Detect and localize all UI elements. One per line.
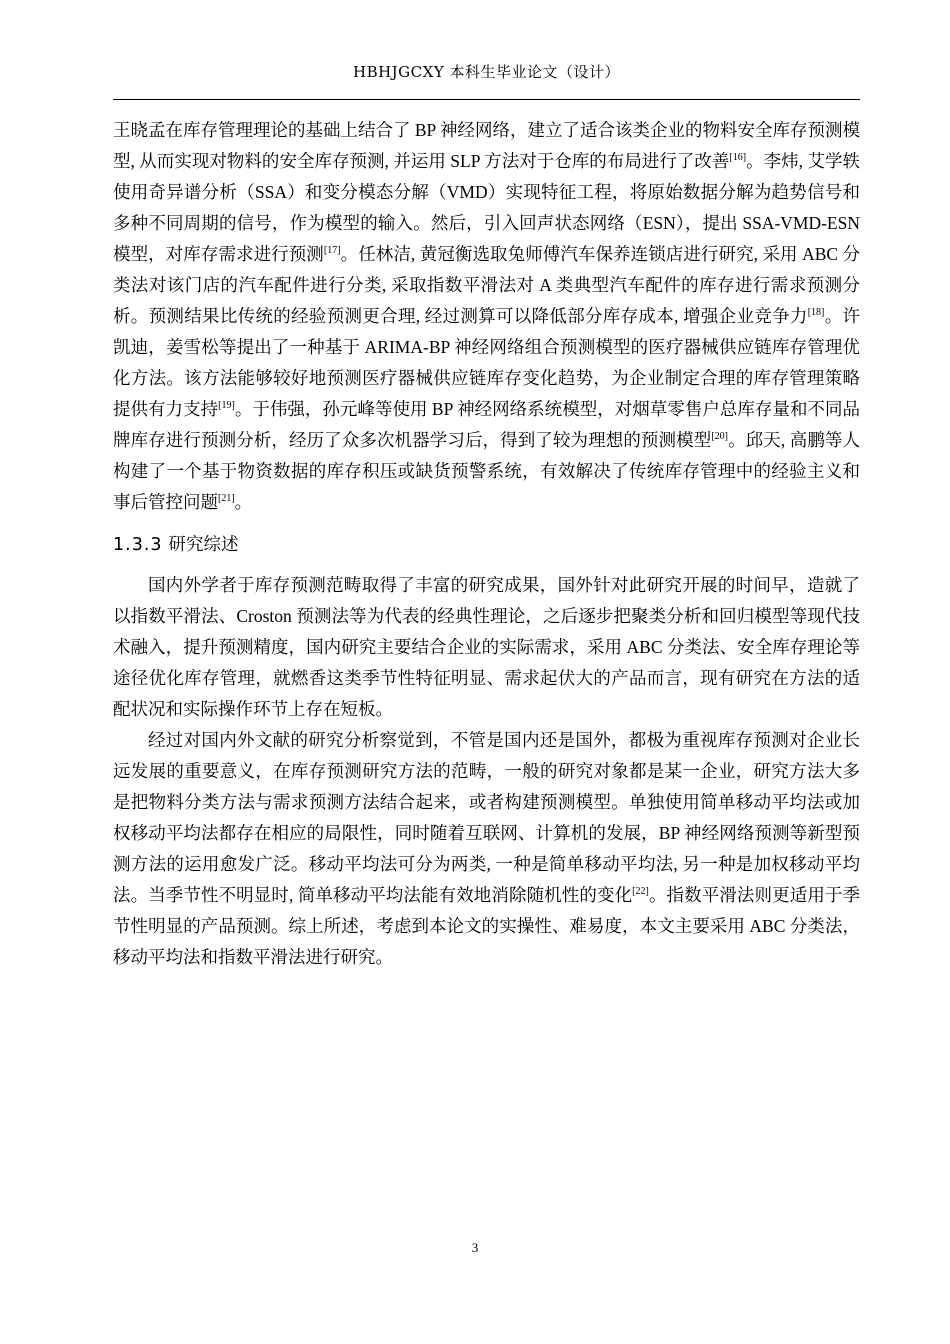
running-header: HBHJGCXY 本科生毕业论文（设计） <box>352 63 620 81</box>
paragraph-1-text: 。任林洁, 黄冠衡选取兔师傅汽车保养连锁店进行研究, 采用 ABC 分类法对该门店的汽车配件进行分类, 采取指数平滑法对 A 类典型汽车配件的库存进行需求预测分析。预测结果比传统的经验预测更合理, 经过测算可以降低部分库存成本, 增强企业竞争力 <box>113 244 861 326</box>
page-number: 3 <box>471 1240 479 1255</box>
citation-17: [17] <box>323 245 341 257</box>
paragraph-1-text: 王晓孟在库存管理理论的基础上结合了 BP 神经网络，建立了适合该类企业的物料安全库存预测模型, 从而实现对物料的安全库存预测, 并运用 SLP 方法对于仓库的布局进行了改善 <box>113 120 861 171</box>
paragraph-2: 国内外学者于库存预测范畴取得了丰富的研究成果，国外针对此研究开展的时间早，造就了以指数平滑法、Croston 预测法等为代表的经典性理论，之后逐步把聚类分析和回归模型等现代技术融入，提升预测精度，国内研究主要结合企业的实际需求，采用 ABC 分类法、安全库存理论等途径优化库存管理，就燃香这类季节性特征明显、需求起伏大的产品而言，现有研究在方法的适配状况和实际操作环节上存在短板。 <box>113 575 860 719</box>
paragraph-1-text: 。李炜, 艾学轶使用奇异谱分析（SSA）和变分模态分解（VMD）实现特征工程，将原始数据分解为趋势信号和多种不同周期的信号，作为模型的输入。然后，引入回声状态网络（ESN），提出 SSA-VMD-ESN 模型，对库存需求进行预测 <box>113 151 860 264</box>
paragraph-3 <box>113 725 860 973</box>
section-heading <box>113 532 860 558</box>
paragraph-1-text: 。许凯迪，姜雪松等提出了一种基于 ARIMA-BP 神经网络组合预测模型的医疗器械供应链库存管理优化方法。该方法能够较好地预测医疗器械供应链库存变化趋势，为企业制定合理的库存管理策略提供有力支持 <box>113 306 861 419</box>
paragraph-3-text: 经过对国内外文献的研究分析察觉到，不管是国内还是国外，都极为重视库存预测对企业长远发展的重要意义，在库存预测研究方法的范畴，一般的研究对象都是某一企业，研究方法大多是把物料分类方法与需求预测方法结合起来，或者构建预测模型。单独使用简单移动平均法或加权移动平均法都存在相应的局限性，同时随着互联网、计算机的发展，BP 神经网络预测等新型预测方法的运用愈发广泛。移动平均法可分为两类, 一种是简单移动平均法, 另一种是加权移动平均法。当季节性不明显时, 简单移动平均法能有效地消除随机性的变化 <box>113 730 860 905</box>
page-body <box>113 115 860 973</box>
citation-19: [19] <box>218 400 235 412</box>
citation-18: [18] <box>807 307 825 319</box>
paragraph-1-text: 。于伟强，孙元峰等使用 BP 神经网络系统模型，对烟草零售户总库存量和不同品牌库存进行预测分析，经历了众多次机器学习后，得到了较为理想的预测模型 <box>113 399 860 450</box>
header-rule <box>113 99 860 100</box>
section-number: 1.3.3 <box>113 535 163 555</box>
paragraph-1-text: 。邱天, 高鹏等人构建了一个基于物资数据的库存积压或缺货预警系统，有效解决了传统库存管理中的经验主义和事后管控问题 <box>113 430 861 512</box>
citation-16: [16] <box>729 152 747 164</box>
citation-21: [21] <box>218 493 235 505</box>
paragraph-3-text: 。指数平滑法则更适用于季节性明显的产品预测。综上所述，考虑到本论文的实操性、难易度，本文主要采用 ABC 分类法，移动平均法和指数平滑法进行研究。 <box>113 885 861 967</box>
section-title: 研究综述 <box>168 535 239 555</box>
citation-20: [20] <box>711 431 728 443</box>
paragraph-1 <box>113 115 860 518</box>
citation-22: [22] <box>632 886 649 898</box>
paragraph-1-text: 。 <box>234 492 253 512</box>
